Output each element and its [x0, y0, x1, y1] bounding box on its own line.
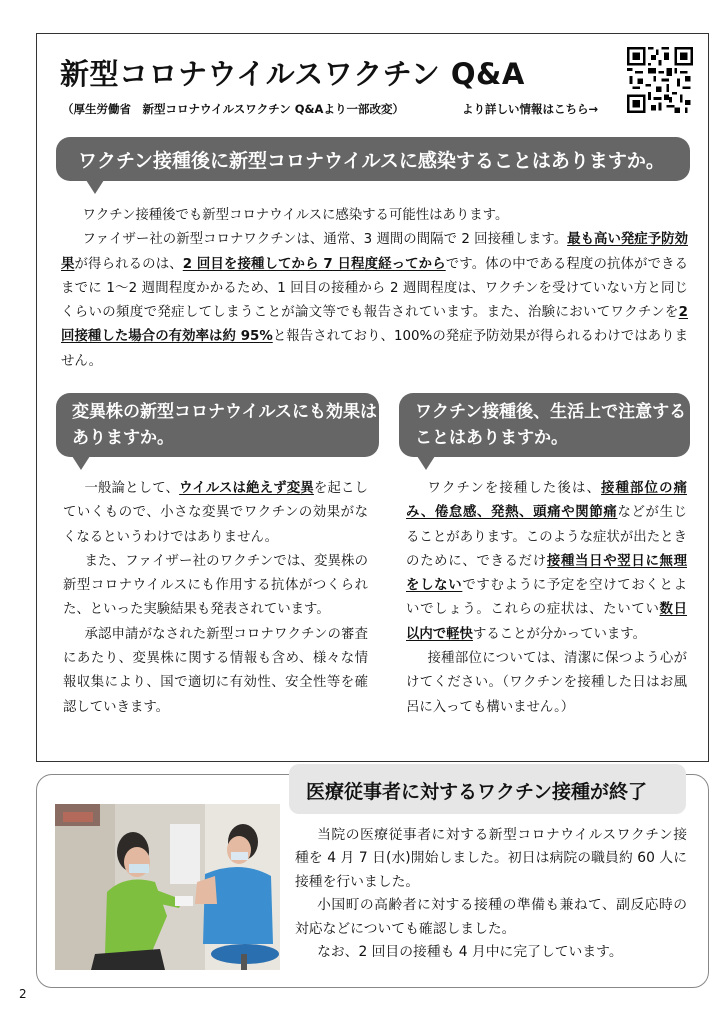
- emphasis: 最も高い発症予防効果: [61, 232, 689, 272]
- page-title: 新型コロナウイルスワクチン Q&A: [60, 57, 525, 91]
- vaccination-photo: [55, 804, 280, 970]
- news-title: 医療従事者に対するワクチン接種が終了: [289, 764, 686, 814]
- emphasis: 2 回目を接種してから 7 日程度経ってから: [182, 256, 446, 272]
- question-1-bubble: [56, 137, 690, 181]
- question-1-text: ワクチン接種後に新型コロナウイルスに感染することはありますか。: [78, 150, 665, 172]
- news-p2: 小国町の高齢者に対する接種の準備も兼ねて、副反応時の対応などについても確認しました。: [295, 897, 687, 937]
- answer-1: [61, 204, 688, 374]
- answer-2-p1: 一般論として、ウイルスは絶えず変異を起こしていくもので、小さな変異でワクチンの効果がなくなるというわけではありません。: [63, 481, 368, 545]
- news-p3: なお、2 回目の接種も 4 月中に完了しています。: [317, 944, 623, 961]
- answer-2: [63, 477, 368, 720]
- answer-3-p2: 接種部位については、清潔に保つよう心がけてください。（ワクチンを接種した日はお風呂に入っても構いません。）: [406, 651, 687, 715]
- answer-2-p2: また、ファイザー社のワクチンでは、変異株の新型コロナウイルスにも作用する抗体がつくられた、といった実験結果も発表されています。: [63, 553, 368, 618]
- question-2-bubble: [56, 393, 379, 457]
- emphasis: 接種当日や翌日に無理をしない: [406, 553, 688, 594]
- news-p1: 当院の医療従事者に対する新型コロナウイルスワクチン接種を 4 月 7 日(水)開始しました。初日は病院の職員約 60 人に接種を行いました。: [295, 827, 687, 890]
- bubble-tail: [86, 180, 104, 194]
- emphasis: 接種部位の痛み、倦怠感、発熱、頭痛や関節痛: [406, 481, 687, 521]
- answer-1-p1: ワクチン接種後でも新型コロナウイルスに感染する可能性はあります。: [82, 208, 509, 223]
- emphasis: 2 回接種した場合の有効率は約 95%: [61, 305, 688, 345]
- question-3-text: ワクチン接種後、生活上で注意することはありますか。: [415, 402, 687, 448]
- question-3-bubble: [399, 393, 690, 457]
- bubble-tail: [72, 456, 90, 470]
- question-2-text: 変異株の新型コロナウイルスにも効果はありますか。: [72, 402, 377, 448]
- emphasis: ウイルスは絶えず変異: [179, 481, 314, 496]
- answer-3: [406, 477, 687, 720]
- answer-3-p1: ワクチンを接種した後は、接種部位の痛み、倦怠感、発熱、頭痛や関節痛などが生じることがあります。このような症状が出たときのために、できるだけ接種当日や翌日に無理をしないですむように予定を空けておくとよいでしょう。これらの症状は、たいてい数日以内で軽快することが分かっています。: [406, 481, 688, 642]
- bubble-tail: [417, 456, 435, 470]
- qr-code-icon[interactable]: [627, 47, 693, 113]
- answer-1-p2: ファイザー社の新型コロナワクチンは、通常、3 週間の間隔で 2 回接種します。最も高い発症予防効果が得られるのは、2 回目を接種してから 7 日程度経ってからです。体の中である程度の抗体ができるまでに 1～2 週間程度かかるため、1 回目の接種から 2 週間程度は、ワクチンを受けていない方と同じくらいの頻度で発症してしまうことが論文等でも報告されています。また、治験においてワクチンを2 回接種した場合の有効率は約 95%と報告されており、100%の発症予防効果が得られるわけではありません。: [61, 232, 689, 369]
- emphasis: 数日以内で軽快: [406, 602, 688, 642]
- more-info-link-text[interactable]: より詳しい情報はこちら→: [462, 102, 599, 116]
- source-note: （厚生労働省 新型コロナウイルスワクチン Q&Aより一部改変）: [62, 102, 404, 116]
- news-body: [295, 824, 687, 964]
- answer-2-p3: 承認申請がなされた新型コロナワクチンの審査にあたり、変異株に関する情報も含め、様々な情報収集により、国で適切に有効性、安全性等を確認していきます。: [63, 626, 368, 715]
- page-number: 2: [19, 987, 27, 1001]
